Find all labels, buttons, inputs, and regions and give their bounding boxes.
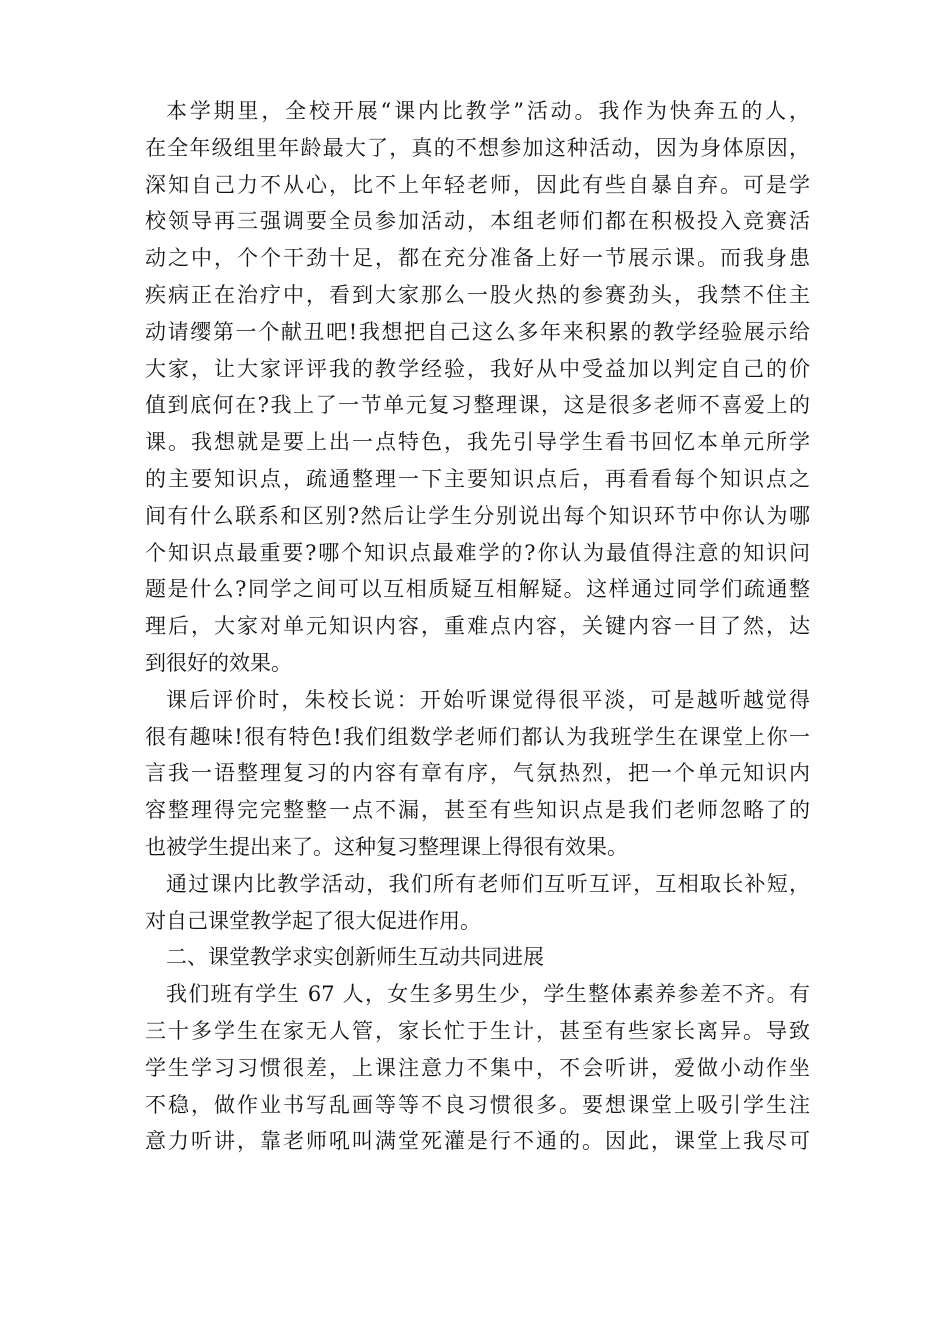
text-line: 意力听讲，靠老师吼叫满堂死灌是行不通的。因此，课堂上我尽可 [145, 1129, 810, 1154]
text-line: 题是什么?同学之间可以互相质疑互相解疑。这样通过同学们疏通整 [145, 577, 810, 602]
text-line: 也被学生提出来了。这种复习整理课上得很有效果。 [145, 834, 628, 859]
paragraph-3 [145, 866, 810, 940]
text-line: 动之中，个个干劲十足，都在充分准备上好一节展示课。而我身患 [145, 246, 810, 271]
text-line: 个知识点最重要?哪个知识点最难学的?你认为最值得注意的知识问 [145, 540, 810, 565]
text-line: 课。我想就是要上出一点特色，我先引导学生看书回忆本单元所学 [145, 430, 810, 455]
document-body [145, 93, 810, 1160]
text-line: 三十多学生在家无人管，家长忙于生计，甚至有些家长离异。导致 [145, 1018, 810, 1043]
text-line: 的主要知识点，疏通整理一下主要知识点后，再看看每个知识点之 [145, 466, 810, 491]
text-line: 在全年级组里年龄最大了，真的不想参加这种活动，因为身体原因， [145, 135, 810, 160]
text-line: 疾病正在治疗中，看到大家那么一股火热的参赛劲头，我禁不住主 [145, 282, 810, 307]
text-line: 间有什么联系和区别?然后让学生分别说出每个知识环节中你认为哪 [145, 503, 810, 528]
text-line: 深知自己力不从心，比不上年轻老师，因此有些自暴自弃。可是学 [145, 172, 810, 197]
paragraph-1 [145, 93, 810, 682]
text-line: 大家，让大家评评我的教学经验，我好从中受益加以判定自己的价 [145, 356, 810, 381]
paragraph-2 [145, 682, 810, 866]
text-line: 不稳，做作业书写乱画等等不良习惯很多。要想课堂上吸引学生注 [145, 1092, 810, 1117]
paragraph-5 [145, 976, 810, 1160]
text-line: 很有趣味!很有特色!我们组数学老师们都认为我班学生在课堂上你一 [145, 724, 810, 749]
text-line: 值到底何在?我上了一节单元复习整理课，这是很多老师不喜爱上的 [145, 393, 810, 418]
text-line: 我们班有学生 67 人，女生多男生少，学生整体素养参差不齐。有 [166, 982, 810, 1007]
text-line: 到很好的效果。 [145, 650, 292, 675]
text-line: 容整理得完完整整一点不漏，甚至有些知识点是我们老师忽略了的 [145, 798, 810, 823]
text-line: 本学期里，全校开展“课内比教学”活动。我作为快奔五的人， [166, 99, 810, 123]
text-line: 通过课内比教学活动，我们所有老师们互听互评，互相取长补短， [166, 871, 810, 896]
text-line: 言我一语整理复习的内容有章有序，气氛热烈，把一个单元知识内 [145, 761, 810, 786]
text-line: 理后，大家对单元知识内容，重难点内容，关键内容一目了然，达 [145, 614, 810, 639]
text-line: 校领导再三强调要全员参加活动，本组老师们都在积极投入竞赛活 [145, 209, 810, 234]
text-line: 对自己课堂教学起了很大促进作用。 [145, 908, 481, 933]
section-heading-text: 二、课堂教学求实创新师生互动共同进展 [166, 945, 544, 970]
text-line: 学生学习习惯很差，上课注意力不集中，不会听讲，爱做小动作坐 [145, 1055, 810, 1080]
section-heading [145, 939, 810, 976]
text-line: 课后评价时，朱校长说：开始听课觉得很平淡，可是越听越觉得 [166, 687, 810, 712]
text-line: 动请缨第一个献丑吧!我想把自己这么多年来积累的教学经验展示给 [145, 319, 810, 344]
